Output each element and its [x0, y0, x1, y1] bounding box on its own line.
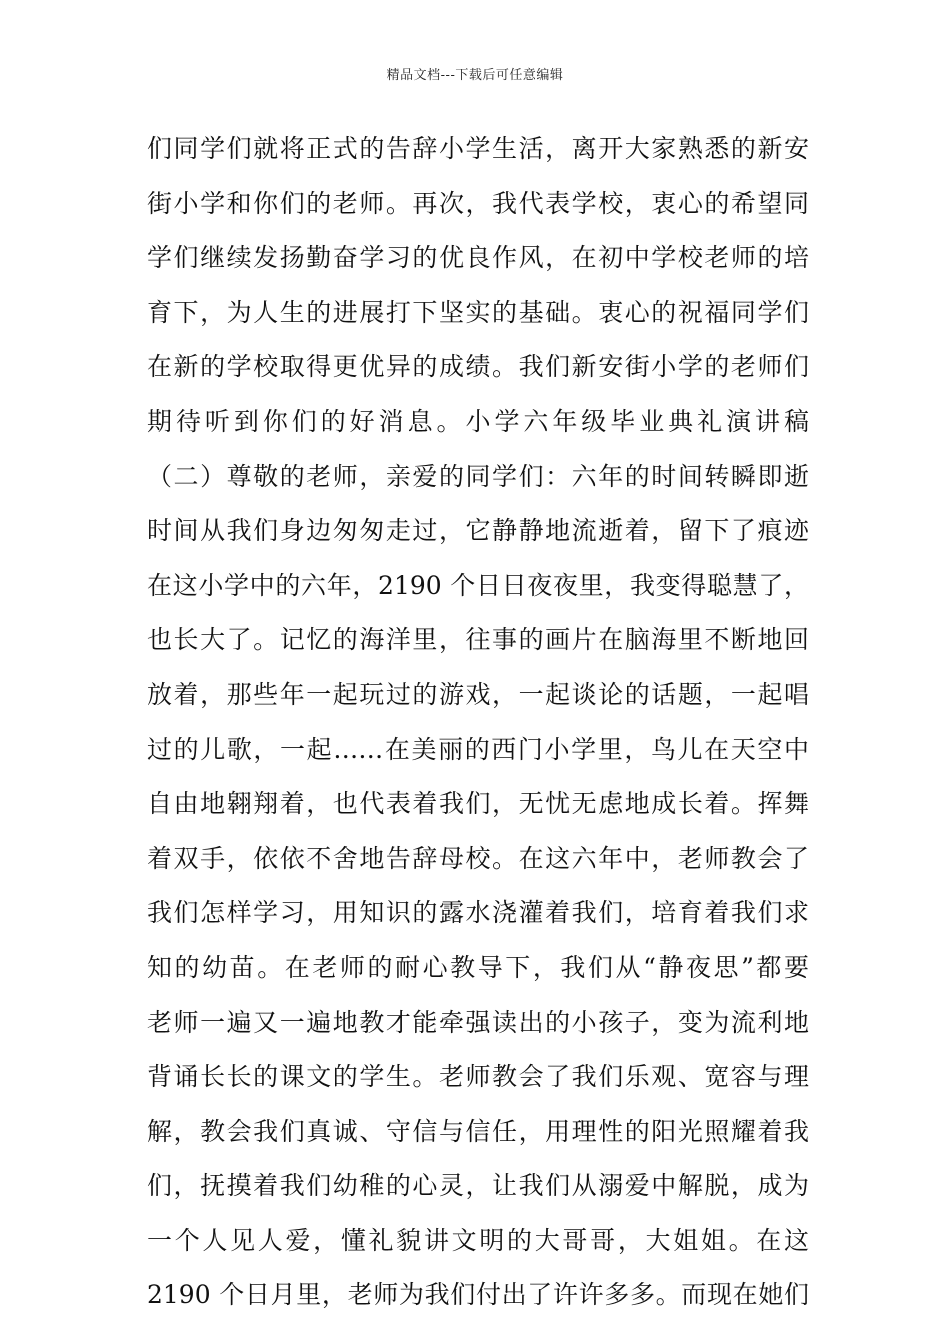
text-line: （二）尊敬的老师，亲爱的同学们：六年的时间转瞬即逝	[147, 461, 809, 491]
text-line: 知的幼苗。在老师的耐心教导下，我们从“静夜思”都要	[147, 952, 809, 982]
text-line: 解，教会我们真诚、守信与信任，用理性的阳光照耀着我	[147, 1116, 809, 1146]
text-line: 时间从我们身边匆匆走过，它静静地流逝着，留下了痕迹	[147, 516, 809, 546]
text-line: 一个人见人爱，懂礼貌讲文明的大哥哥，大姐姐。在这	[147, 1225, 809, 1255]
text-line: 在这小学中的六年，2190 个日日夜夜里，我变得聪慧了，	[147, 570, 809, 600]
text-line: 老师一遍又一遍地教才能牵强读出的小孩子，变为流利地	[147, 1007, 809, 1037]
text-line: 过的儿歌，一起……在美丽的西门小学里，鸟儿在天空中	[147, 734, 809, 764]
text-line: 期待听到你们的好消息。小学六年级毕业典礼演讲稿	[147, 406, 809, 436]
text-line: 背诵长长的课文的学生。老师教会了我们乐观、宽容与理	[147, 1062, 809, 1092]
text-line: 街小学和你们的老师。再次，我代表学校，衷心的希望同	[147, 188, 809, 218]
page-header: 精品文档---下载后可任意编辑	[386, 68, 564, 83]
document-body	[147, 122, 809, 1323]
text-line: 自由地翱翔着，也代表着我们，无忧无虑地成长着。挥舞	[147, 789, 809, 819]
text-line: 着双手，依依不舍地告辞母校。在这六年中，老师教会了	[147, 843, 809, 873]
text-line: 也长大了。记忆的海洋里，往事的画片在脑海里不断地回	[147, 625, 809, 655]
text-line: 育下，为人生的进展打下坚实的基础。衷心的祝福同学们	[147, 297, 809, 327]
text-line: 2190 个日月里，老师为我们付出了许许多多。而现在她们	[147, 1280, 809, 1310]
text-line: 我们怎样学习，用知识的露水浇灌着我们，培育着我们求	[147, 898, 809, 928]
text-line: 们同学们就将正式的告辞小学生活，离开大家熟悉的新安	[147, 134, 809, 163]
text-line: 学们继续发扬勤奋学习的优良作风，在初中学校老师的培	[147, 243, 809, 273]
text-line: 在新的学校取得更优异的成绩。我们新安街小学的老师们	[147, 352, 809, 382]
text-line: 放着，那些年一起玩过的游戏，一起谈论的话题，一起唱	[147, 679, 809, 709]
text-line: 们，抚摸着我们幼稚的心灵，让我们从溺爱中解脱，成为	[147, 1171, 809, 1201]
